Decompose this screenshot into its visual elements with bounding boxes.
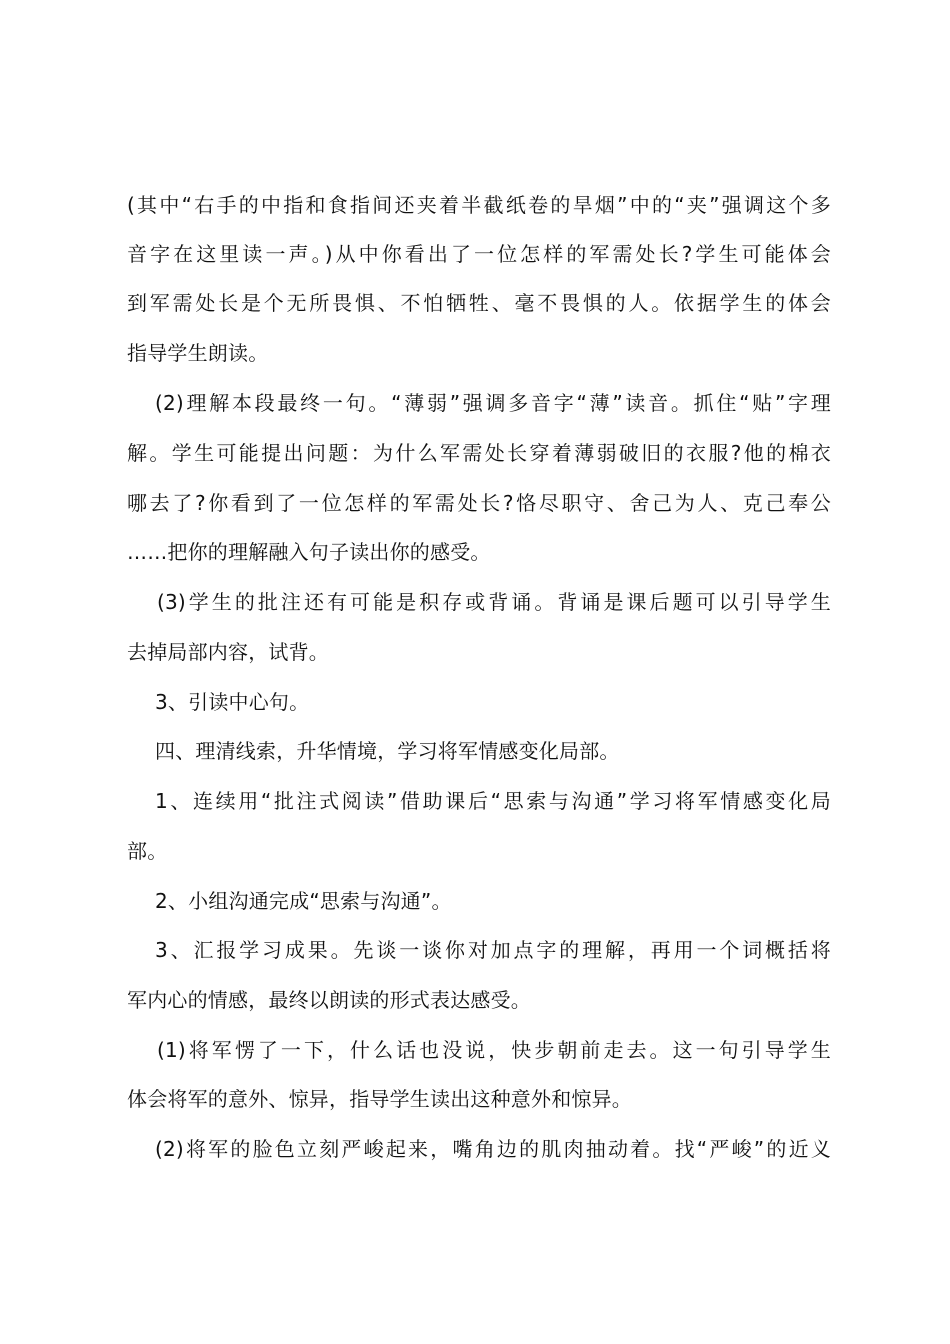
- text-line-3: 到军需处长是个无所畏惧、不怕牺牲、毫不畏惧的人。依据学生的体会: [127, 291, 831, 315]
- text-line-17: 军内心的情感，最终以朗读的形式表达感受。: [127, 988, 531, 1012]
- text-line-16: 3、汇报学习成果。先谈一谈你对加点字的理解，再用一个词概括将: [155, 938, 831, 962]
- text-line-8: ……把你的理解融入句子读出你的感受。: [127, 540, 491, 564]
- text-line-2: 音字在这里读一声。)从中你看出了一位怎样的军需处长?学生可能体会: [127, 242, 831, 266]
- text-line-10: 去掉局部内容，试背。: [127, 640, 329, 664]
- text-line-15: 2、小组沟通完成“思索与沟通”。: [155, 889, 452, 913]
- text-line-14: 部。: [127, 839, 168, 863]
- text-line-19: 体会将军的意外、惊异，指导学生读出这种意外和惊异。: [127, 1087, 632, 1111]
- text-line-1: (其中“右手的中指和食指间还夹着半截纸卷的旱烟”中的“夹”强调这个多: [127, 193, 831, 217]
- text-line-12: 四、理清线索，升华情境，学习将军情感变化局部。: [155, 739, 620, 763]
- text-line-20: (2)将军的脸色立刻严峻起来，嘴角边的肌肉抽动着。找“严峻”的近义: [155, 1137, 831, 1161]
- text-line-13: 1、连续用“批注式阅读”借助课后“思索与沟通”学习将军情感变化局: [155, 789, 831, 813]
- text-line-9: (3)学生的批注还有可能是积存或背诵。背诵是课后题可以引导学生: [157, 590, 831, 614]
- text-line-5: (2)理解本段最终一句。“薄弱”强调多音字“薄”读音。抓住“贴”字理: [155, 391, 831, 415]
- text-line-4: 指导学生朗读。: [127, 341, 269, 365]
- text-line-18: (1)将军愣了一下，什么话也没说，快步朝前走去。这一句引导学生: [157, 1038, 831, 1062]
- text-line-7: 哪去了?你看到了一位怎样的军需处长?恪尽职守、舍己为人、克己奉公: [127, 491, 831, 515]
- text-line-6: 解。学生可能提出问题：为什么军需处长穿着薄弱破旧的衣服?他的棉衣: [127, 441, 831, 465]
- text-line-11: 3、引读中心句。: [155, 690, 310, 714]
